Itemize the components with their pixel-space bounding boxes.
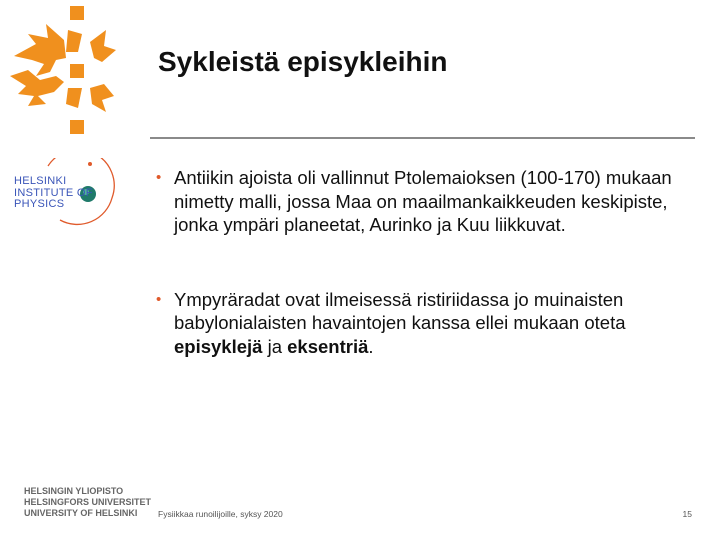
title-divider xyxy=(150,137,695,139)
institute-line-2: INSTITUTE OF xyxy=(14,186,93,199)
bullet-marker: • xyxy=(156,290,162,308)
university-flame-logo xyxy=(6,0,116,140)
bullet-marker: • xyxy=(156,169,162,186)
bullet-item-epicycles xyxy=(156,288,696,359)
slide-title: Sykleistä episykleihin xyxy=(158,46,448,77)
bullet-text-end: . xyxy=(368,335,374,357)
institute-of-physics-wordmark xyxy=(14,176,93,211)
term-eccentric: eksentriä xyxy=(287,335,369,357)
bullet-item-ptolemy xyxy=(156,166,696,237)
institute-line-1: HELSINKI xyxy=(14,175,67,187)
bullet-text: Ympyräradat ovat ilmeisessä ristiriidassa jo muinaisten babylonialaisten havaintojen kanssa ellei mukaan oteta xyxy=(174,288,626,333)
page-number: 15 xyxy=(682,509,692,519)
institute-line-3: PHYSICS xyxy=(14,198,65,210)
university-name-sv: HELSINGFORS UNIVERSITET xyxy=(24,497,152,507)
bullet-text: Antiikin ajoista oli vallinnut Ptolemaioksen (100-170) mukaan nimetty malli, jossa Maa on maailmankaikkeuden keskipiste, jonka ympäri planeetat, Aurinko ja Kuu liikkuvat. xyxy=(174,167,672,235)
bullet-text-connector: ja xyxy=(262,335,288,357)
university-name xyxy=(24,486,151,519)
bullet-list xyxy=(156,166,696,358)
university-name-fi: HELSINGIN YLIOPISTO xyxy=(24,486,124,496)
footer-course-name: Fysiikkaa runoilijoille, syksy 2020 xyxy=(158,509,283,519)
term-epicycles: episyklejä xyxy=(174,335,263,357)
university-name-en: UNIVERSITY OF HELSINKI xyxy=(24,508,138,518)
